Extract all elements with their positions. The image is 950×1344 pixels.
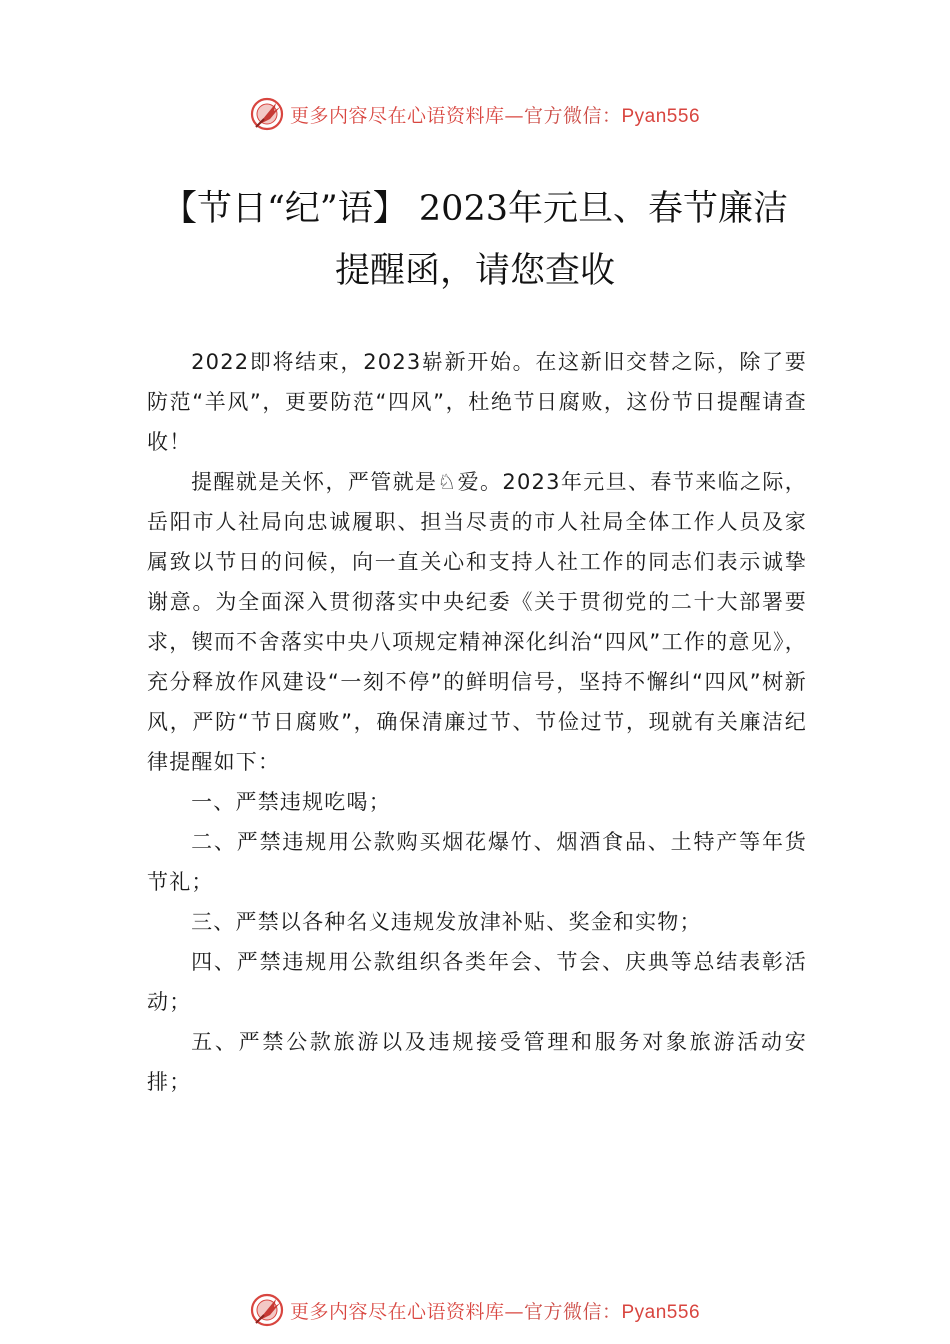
rule-item-5: 五、严禁公款旅游以及违规接受管理和服务对象旅游活动安排； — [147, 1030, 807, 1094]
footer-wechat-label: 官方微信： — [523, 1300, 622, 1323]
footer-wechat-id: Pyan556 — [621, 1301, 701, 1323]
banner-text — [290, 101, 700, 128]
quill-seal-icon — [250, 1293, 284, 1327]
rule-item-2: 二、严禁违规用公款购买烟花爆竹、烟酒食品、土特产等年货节礼； — [147, 830, 807, 894]
banner-dash: — — [504, 104, 524, 127]
banner-wechat-label: 官方微信： — [523, 104, 622, 127]
footer-banner — [0, 1290, 950, 1330]
paragraph-main: 提醒就是关怀，严管就是♘爱。2023年元旦、春节来临之际，岳阳市人社局向忠诚履职、担当尽责的市人社局全体工作人员及家属致以节日的问候，向一直关心和支持人社工作的同志们表示诚挚谢意。为全面深入贯彻落实中央纪委《关于贯彻党的二十大部署要求，锲而不舍落实中央八项规定精神深化纠治“四风”工作的意见》，充分释放作风建设“一刻不停”的鲜明信号，坚持不懈纠“四风”树新风，严防“节日腐败”，确保清廉过节、节俭过节，现就有关廉洁纪律提醒如下： — [147, 470, 807, 774]
paragraph-intro: 2022即将结束，2023崭新开始。在这新旧交替之际，除了要防范“羊风”，更要防范“四风”，杜绝节日腐败，这份节日提醒请查收！ — [147, 350, 807, 454]
title-line-1: 【节日“纪”语】 2023年元旦、春节廉洁 — [162, 189, 788, 229]
document-body — [147, 342, 807, 1102]
header-banner — [0, 94, 950, 134]
footer-dash: — — [504, 1300, 524, 1323]
footer-banner-text — [290, 1297, 700, 1324]
rule-item-4: 四、严禁违规用公款组织各类年会、节会、庆典等总结表彰活动； — [147, 950, 807, 1014]
banner-wechat-id: Pyan556 — [621, 105, 701, 127]
document-title — [140, 178, 810, 302]
footer-slogan: 更多内容尽在心语资料库 — [289, 1300, 505, 1323]
rule-item-1: 一、严禁违规吃喝； — [191, 790, 391, 814]
banner-slogan: 更多内容尽在心语资料库 — [289, 104, 505, 127]
quill-seal-icon — [250, 97, 284, 131]
title-line-2: 提醒函，请您查收 — [334, 251, 615, 291]
rule-item-3: 三、严禁以各种名义违规发放津补贴、奖金和实物； — [191, 910, 702, 934]
